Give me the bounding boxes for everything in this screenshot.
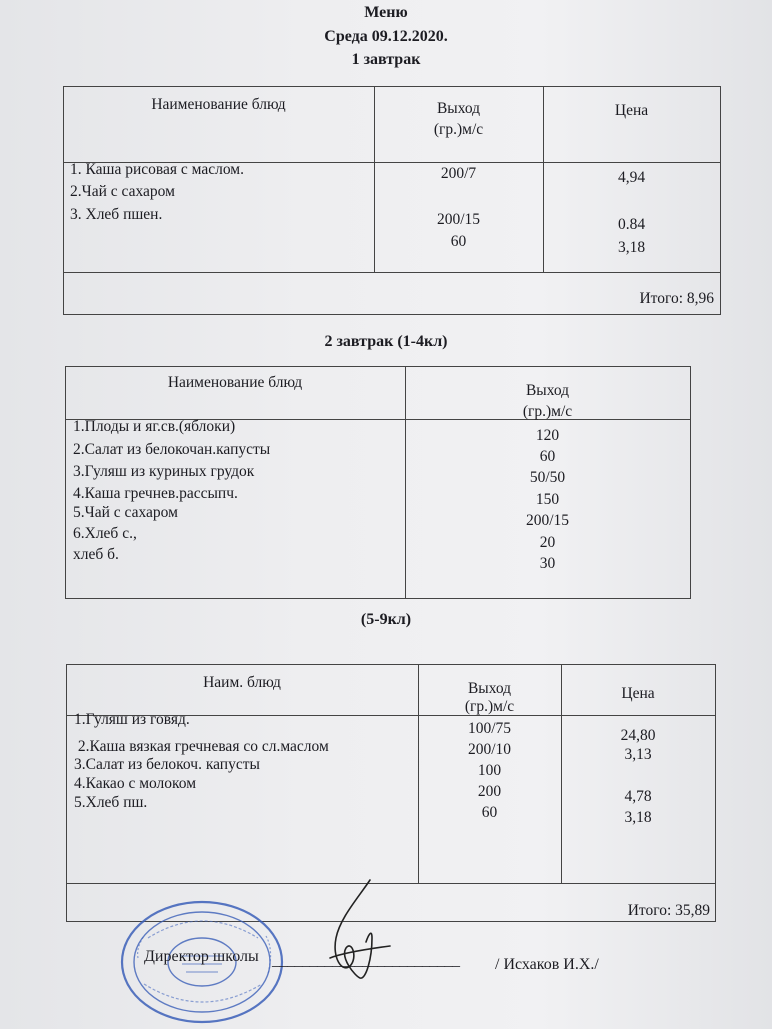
yield-value: 200/10: [467, 741, 512, 758]
yield-value: 150: [535, 491, 560, 508]
price-value: 3,18: [617, 239, 646, 256]
menu-title: Меню: [364, 4, 408, 21]
meal-1-title: 1 завтрак: [351, 51, 421, 68]
yield-value: 20: [539, 534, 556, 551]
list-item: 1. Каша рисовая с маслом.: [70, 161, 244, 178]
col-header-yield: Выход: [436, 100, 481, 117]
meal-2-title: 2 завтрак (1-4кл): [324, 333, 448, 350]
menu-date: Среда 09.12.2020.: [324, 28, 448, 45]
col-header-price: Цена: [621, 685, 655, 702]
col-header-name: Наименование блюд: [167, 374, 303, 391]
yield-value: 200: [477, 783, 502, 800]
price-value: 4,78: [624, 788, 652, 805]
col-header-yield: Выход: [467, 680, 512, 697]
list-item: 6.Хлеб с.,: [73, 525, 137, 542]
yield-value: 200/15: [436, 211, 481, 228]
list-item: 4.Каша гречнев.рассыпч.: [73, 485, 238, 502]
col-header-yield-unit: (гр.)м/с: [433, 121, 484, 138]
col-header-price: Цена: [614, 102, 649, 119]
yield-value: 60: [450, 233, 467, 250]
list-item: 3.Гуляш из куриных грудок: [73, 463, 255, 480]
signature-line: _________________________: [272, 952, 460, 969]
price-value: 3,18: [624, 809, 652, 826]
list-item: 2.Чай с сахаром: [70, 183, 175, 200]
total-value: Итого: 35,89: [627, 902, 710, 919]
list-item: 5.Хлеб пш.: [74, 794, 148, 811]
col-header-yield-unit: (гр.)м/с: [522, 403, 573, 420]
col-header-yield-unit: (гр.)м/с: [464, 698, 515, 715]
total-value: Итого: 8,96: [639, 290, 714, 307]
yield-value: 200/7: [440, 165, 477, 182]
director-name: / Исхаков И.Х./: [495, 956, 599, 973]
yield-value: 50/50: [529, 469, 566, 486]
price-value: 0.84: [617, 216, 646, 233]
list-item: 3. Хлеб пшен.: [70, 206, 163, 223]
col-header-name: Наименование блюд: [151, 96, 286, 113]
list-item: 5.Чай с сахаром: [73, 504, 178, 521]
list-item: 1.Гуляш из говяд.: [74, 711, 190, 728]
yield-value: 60: [481, 804, 498, 821]
col-header-yield: Выход: [525, 382, 570, 399]
yield-value: 30: [539, 555, 556, 572]
list-item: 1.Плоды и яг.св.(яблоки): [73, 418, 236, 435]
director-label: Директор школы: [144, 948, 259, 965]
list-item: 2.Каша вязкая гречневая со сл.маслом: [74, 738, 329, 755]
yield-value: 100/75: [467, 720, 512, 737]
price-value: 4,94: [617, 169, 646, 186]
yield-value: 120: [535, 427, 560, 444]
yield-value: 60: [539, 448, 556, 465]
price-value: 24,80: [620, 727, 656, 744]
list-item: 3.Салат из белокоч. капусты: [74, 756, 260, 773]
yield-value: 100: [477, 762, 502, 779]
list-item: 4.Какао с молоком: [74, 775, 197, 792]
col-header-name: Наим. блюд: [203, 674, 281, 691]
price-value: 3,13: [624, 746, 652, 763]
list-item: хлеб б.: [73, 546, 119, 563]
list-item: 2.Салат из белокочан.капусты: [73, 441, 271, 458]
yield-value: 200/15: [525, 512, 570, 529]
meal-3-title: (5-9кл): [360, 611, 412, 628]
